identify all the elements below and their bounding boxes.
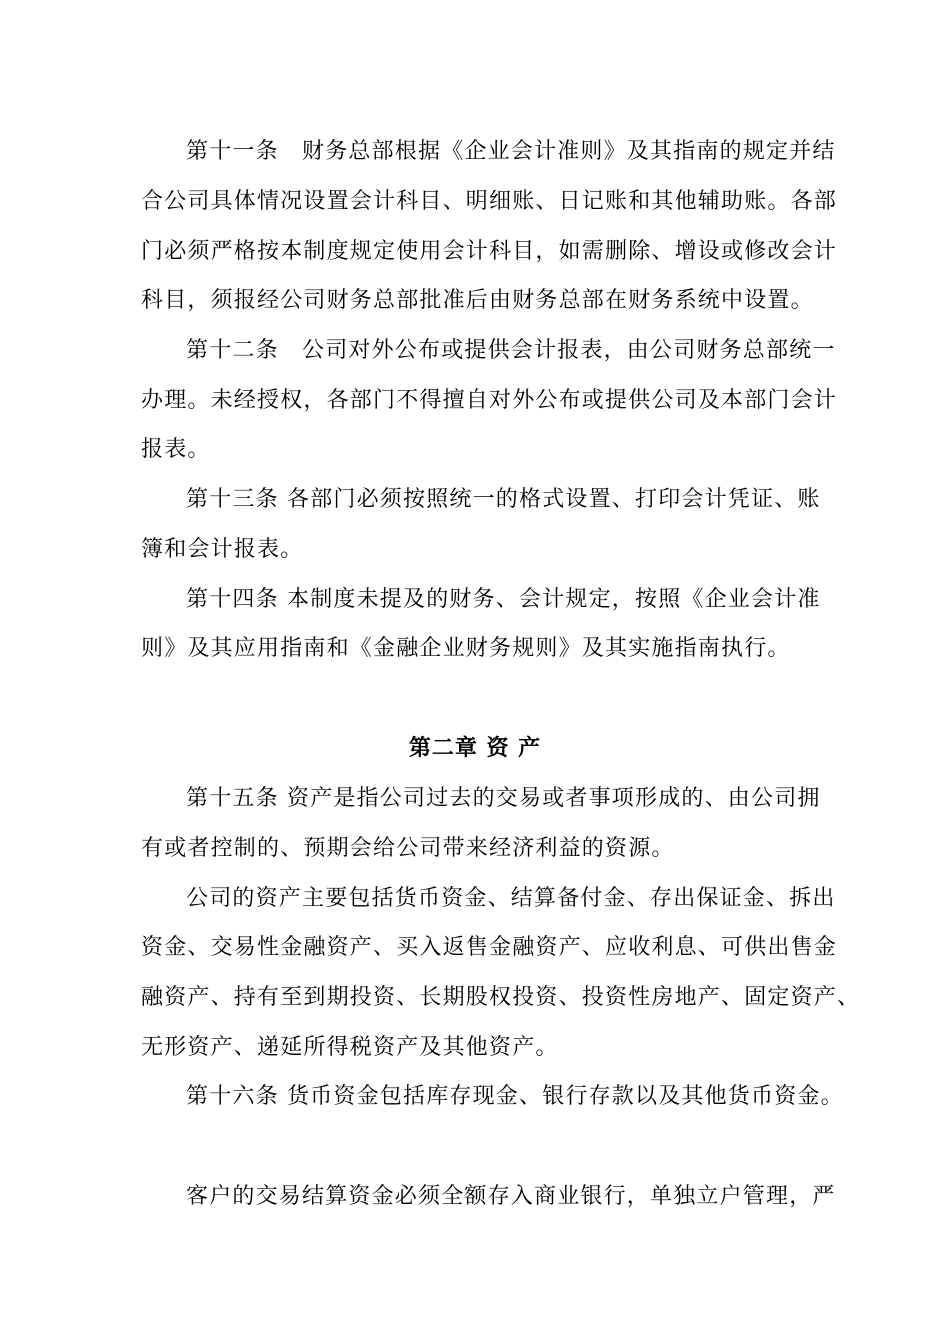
client-funds-line-1: 客户的交易结算资金必须全额存入商业银行，单独立户管理，严 [186,1184,836,1209]
article-15-p2-line-3: 融资产、持有至到期投资、长期股权投资、投资性房地产、固定资产、 [141,985,861,1010]
article-15-p2-line-1: 公司的资产主要包括货币资金、结算备付金、存出保证金、拆出 [186,886,836,911]
article-11-line-2: 合公司具体情况设置会计科目、明细账、日记账和其他辅助账。各部 [141,189,838,214]
article-14-line-2: 则》及其应用指南和《金融企业财务规则》及其实施指南执行。 [141,636,791,661]
article-12-line-2: 办理。未经授权，各部门不得擅自对外公布或提供公司及本部门会计 [141,388,838,413]
chapter-heading: 第二章 资 产 [408,735,542,761]
article-13-line-2: 簿和会计报表。 [141,537,304,562]
article-15-p2-line-4: 无形资产、递延所得税资产及其他资产。 [141,1035,559,1060]
article-15-line-1: 第十五条 资产是指公司过去的交易或者事项形成的、由公司拥 [186,786,821,811]
article-15-p2-line-2: 资金、交易性金融资产、买入返售金融资产、应收利息、可供出售金 [141,935,838,960]
article-14-line-1: 第十四条 本制度未提及的财务、会计规定，按照《企业会计准 [186,587,821,612]
article-11-line-3: 门必须严格按本制度规定使用会计科目，如需删除、增设或修改会计 [141,239,838,264]
article-11-line-4: 科目，须报经公司财务总部批准后由财务总部在财务系统中设置。 [141,288,814,313]
article-13-line-1: 第十三条 各部门必须按照统一的格式设置、打印会计凭证、账 [186,487,821,512]
article-16-line-1: 第十六条 货币资金包括库存现金、银行存款以及其他货币资金。 [186,1084,844,1109]
article-12-line-1: 第十二条 公司对外公布或提供会计报表，由公司财务总部统一 [186,338,836,363]
article-15-line-2: 有或者控制的、预期会给公司带来经济利益的资源。 [141,836,675,861]
article-11-line-1: 第十一条 财务总部根据《企业会计准则》及其指南的规定并结 [186,139,836,164]
article-12-line-3: 报表。 [141,437,211,462]
